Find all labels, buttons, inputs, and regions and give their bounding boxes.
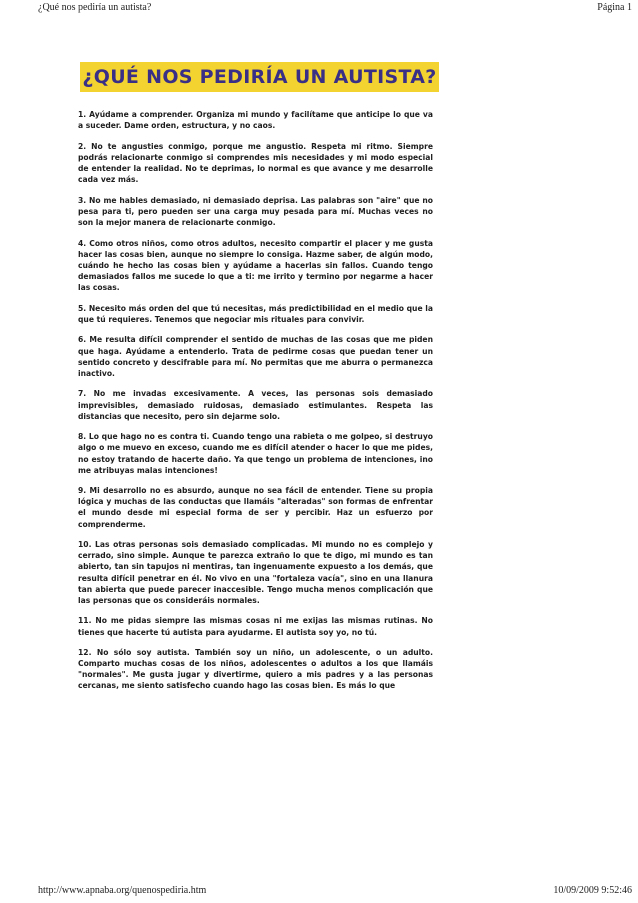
list-item: 7. No me invadas excesivamente. A veces, las personas sois demasiado imprevisibles, demasiado ruidosas, demasiado estimulantes. Respeta las distancias que necesito, pero sin dejarme solo.	[78, 389, 433, 421]
article-body	[78, 109, 433, 691]
list-item: 2. No te angusties conmigo, porque me angustio. Respeta mi ritmo. Siempre podrás relacionarte conmigo si comprendes mis necesidades y mi modo especial de entender la realidad. No te deprimas, lo normal es que avance y me desarrolle cada vez más.	[78, 141, 433, 185]
list-item: 3. No me hables demasiado, ni demasiado deprisa. Las palabras son "aire" que no pesa para ti, pero pueden ser una carga muy pesada para mí. Muchas veces no son la mejor manera de relacionarte conmigo.	[78, 195, 433, 227]
list-item: 12. No sólo soy autista. También soy un niño, un adolescente, o un adulto. Comparto muchas cosas de los niños, adolescentes o adultos a los que llamáis "normales". Me gusta jugar y divertirme, quiero a mis padres y a las personas cercanas, me siento satisfecho cuando hago las cosas bien. Es más lo que	[78, 648, 433, 691]
title-banner	[80, 62, 439, 92]
print-header	[38, 2, 632, 13]
banner-title: ¿QUÉ NOS PEDIRÍA UN AUTISTA?	[82, 66, 437, 88]
list-item: 8. Lo que hago no es contra ti. Cuando tengo una rabieta o me golpeo, si destruyo algo o me muevo en exceso, cuando me es difícil atender o hacer lo que me pides, no estoy tratando de hacerte daño. Ya que tengo un problema de intenciones, ino me atribuyas malas intenciones!	[78, 432, 433, 475]
header-page-number: Página 1	[597, 2, 632, 13]
footer-datetime: 10/09/2009 9:52:46	[553, 885, 632, 896]
list-item: 4. Como otros niños, como otros adultos, necesito compartir el placer y me gusta hacer las cosas bien, aunque no siempre lo consiga. Hazme saber, de algún modo, cuándo he hecho las cosas bien y ayúdame a hacerlas sin fallos. Cuando tengo demasiados fallos me sucede lo que a ti: me irrito y termino por negarme a hacer las cosas.	[78, 238, 433, 292]
footer-url: http://www.apnaba.org/quenospediria.htm	[38, 885, 207, 896]
list-item: 5. Necesito más orden del que tú necesitas, más predictibilidad en el medio que la que tú requieres. Tenemos que negociar mis rituales para convivir.	[78, 303, 433, 324]
list-item: 1. Ayúdame a comprender. Organiza mi mundo y facilítame que anticipe lo que va a suceder. Dame orden, estructura, y no caos.	[78, 110, 433, 131]
list-item: 11. No me pidas siempre las mismas cosas ni me exijas las mismas rutinas. No tienes que hacerte tú autista para ayudarme. El autista soy yo, no tú.	[78, 616, 433, 637]
list-item: 6. Me resulta difícil comprender el sentido de muchas de las cosas que me piden que haga. Ayúdame a entenderlo. Trata de pedirme cosas que puedan tener un sentido concreto y descifrable para mí. No permitas que me aburra o permanezca inactivo.	[78, 335, 433, 378]
list-item: 9. Mi desarrollo no es absurdo, aunque no sea fácil de entender. Tiene su propia lógica y muchas de las conductas que llamáis "alteradas" son formas de enfrentar el mundo desde mi especial forma de ser y percibir. Haz un esfuerzo por comprenderme.	[78, 486, 433, 529]
header-title: ¿Qué nos pediría un autista?	[38, 2, 152, 13]
list-item: 10. Las otras personas sois demasiado complicadas. Mi mundo no es complejo y cerrado, sino simple. Aunque te parezca extraño lo que te digo, mi mundo es tan abierto, tan sin tapujos ni mentiras, tan ingenuamente expuesto a los demás, que resulta difícil penetrar en él. No vivo en una "fortaleza vacía", sino en una llanura tan abierta que puede parecer inaccesible. Tengo mucha menos complicación que las personas que os consideráis normales.	[78, 540, 433, 605]
print-footer	[38, 885, 632, 896]
